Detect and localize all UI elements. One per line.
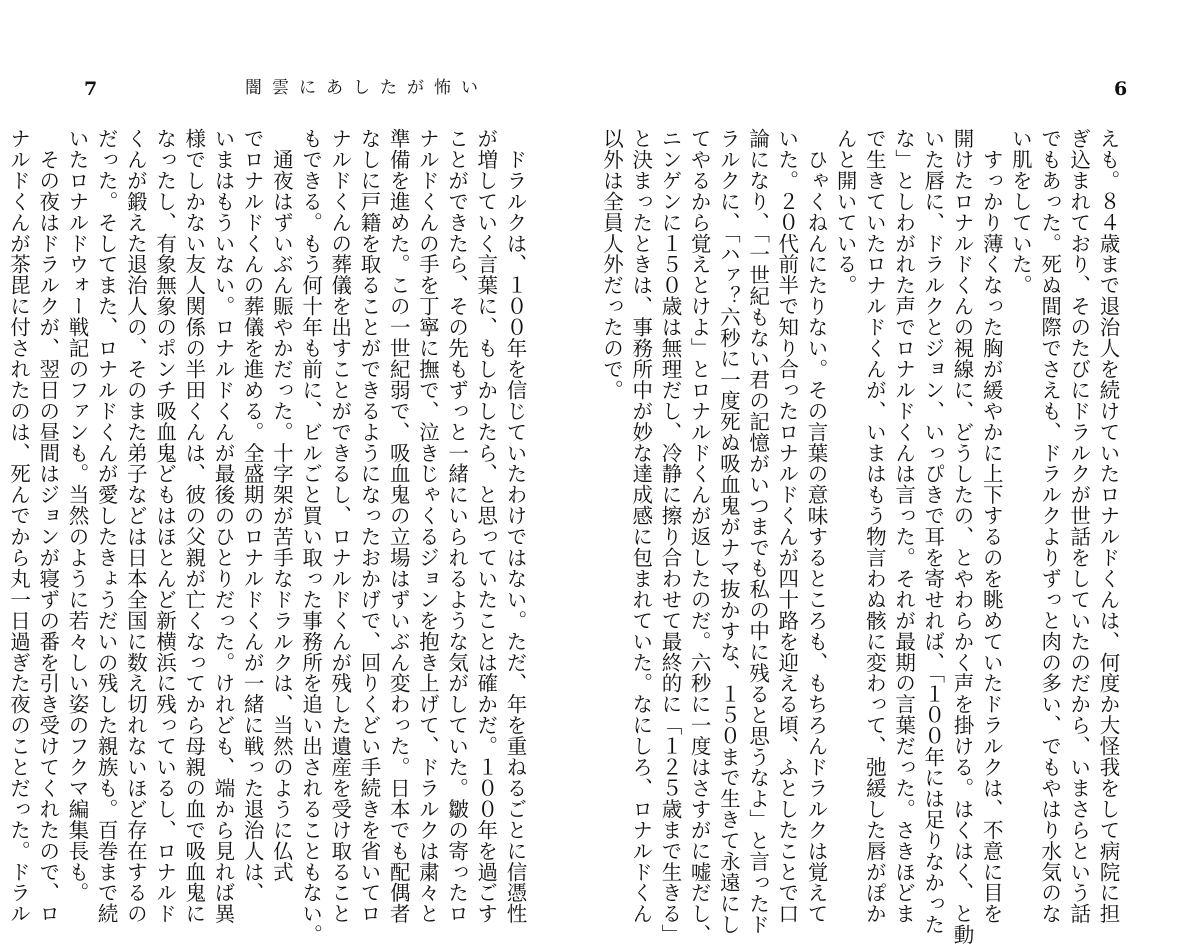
text-column: ナルドくんの葬儀を出すことができるし、ロナルドくんが残した遺産を受け取ること <box>327 128 352 925</box>
text-column: その夜はドラルクが、翌日の昼間はジョンが寝ずの番を引き受けてくれたので、ロ <box>35 128 60 925</box>
text-column: が増していく言葉に、もしかしたら、と思っていたことは確かだ。１００年を過ごす <box>473 128 498 925</box>
text-column: 様でしかない友人関係の半田くんは、彼の父親が亡くなってから母親の血で吸血鬼に <box>181 128 206 925</box>
text-column: ナルドくんの手を丁寧に撫で、泣きじゃくるジョンを抱き上げて、ドラルクは粛々と <box>415 128 440 925</box>
text-column: いまはもういない。ロナルドくんが最後のひとりだった。けれども、端から見れば異 <box>210 128 235 925</box>
text-column: いた。２０代前半で知り合ったロナルドくんが四十路を迎える頃、ふとしたことで口 <box>774 128 799 925</box>
running-header: 闇雲にあしたが怖い <box>245 78 488 98</box>
text-column: いた唇に、ドラルクとジョン、いっぴきで耳を寄せれば、「１００年には足りなかった <box>920 128 945 935</box>
right-page-body-text <box>599 128 1122 945</box>
text-column: 論になり、「一世紀もない君の記憶がいつまでも私の中に残ると思うなよ」と言ったド <box>745 128 770 935</box>
text-column: いたロナルドウォー戦記のファンも。当然のように若々しい姿のフクマ編集長も。 <box>64 128 89 904</box>
text-column: な」としわがれた声でロナルドくんは言った。それが最期の言葉だった。さきほどま <box>891 128 916 925</box>
text-column: えも。８４歳まで退治人を続けていたロナルドくんは、何度か大怪我をして病院に担 <box>1096 128 1120 925</box>
text-column: ラルクに、「ハァ？六秒に一度死ぬ吸血鬼がナマ抜かすな、１５０まで生きて永遠にし <box>716 128 741 935</box>
text-column: くんが鍛えた退治人の、そのまた弟子などは日本全国に数え切れないほど存在するの <box>123 128 148 925</box>
text-column: ニンゲンに１５０歳は無理だし、冷静に擦り合わせて最終的に「１２５歳まで生きる」 <box>657 128 682 945</box>
text-column: なしに戸籍を取ることができるようになったおかげで、回りくどい手続きを省いてロ <box>356 128 381 925</box>
page-number-right: 6 <box>1114 78 1128 100</box>
text-column: ナルドくんが茶毘に付されたのは、死んでから丸一日過ぎた夜のことだった。ドラル <box>6 128 31 925</box>
text-column: なったし、有象無象のポンチ吸血鬼どもはほとんど新横浜に残っているし、ロナルド <box>152 128 177 925</box>
text-column: んと開いている。 <box>833 128 858 296</box>
text-column: でロナルドくんの葬儀を進める。全盛期のロナルドくんが一緒に戦った退治人は、 <box>240 128 265 904</box>
text-column: 通夜はずいぶん賑やかだった。十字架が苦手なドラルクは、当然のように仏式 <box>269 128 294 883</box>
text-column: ドラルクは、１００年を信じていたわけではない。ただ、年を重ねるごとに信憑性 <box>503 128 527 925</box>
text-column: 以外は全員人外だったので。 <box>599 128 624 401</box>
text-column: ことができたら、その先もずっと一緒にいられるような気がしていた。皺の寄ったロ <box>444 128 469 925</box>
text-column: ぎ込まれており、そのたびにドラルクが世話をしていたのだから、いまさらという話 <box>1066 128 1091 925</box>
text-column: てやるから覚えとけよ」とロナルドくんが返したのだ。六秒に一度はさすがに嘘だし、 <box>687 128 712 945</box>
text-column: 開けたロナルドくんの視線に、どうしたの、とやわらかく声を掛ける。はくはく、と動 <box>949 128 974 945</box>
left-page-body-text <box>6 128 529 945</box>
text-column: と決まったときは、事務所中が妙な達成感に包まれていた。なにしろ、ロナルドくん <box>628 128 653 925</box>
text-column: すっかり薄くなった胸が緩やかに上下するのを眺めていたドラルクは、不意に目を <box>979 128 1004 925</box>
text-column: でもあった。死ぬ間際でさえも、ドラルクよりずっと肉の多い、でもやはり水気のな <box>1037 128 1062 925</box>
text-column: で生きていたロナルドくんが、いまはもう物言わぬ骸に変わって、弛緩した唇がぽか <box>862 128 887 925</box>
text-column: い肌をしていた。 <box>1008 128 1033 296</box>
text-column: 準備を進めた。この一世紀弱で、吸血鬼の立場はずいぶん変わった。日本でも配偶者 <box>386 128 411 925</box>
text-column: もできる。もう何十年も前に、ビルごと買い取った事務所を追い出されることもない。 <box>298 128 323 945</box>
right-page <box>599 0 1200 945</box>
page-number-left: 7 <box>84 78 98 100</box>
text-column: ひゃくねんにたりない。その言葉の意味するところも、もちろんドラルクは覚えて <box>803 128 828 925</box>
text-column: だった。そしてまた、ロナルドくんが愛したきょうだいの残した親族も。百巻まで続 <box>94 128 119 925</box>
